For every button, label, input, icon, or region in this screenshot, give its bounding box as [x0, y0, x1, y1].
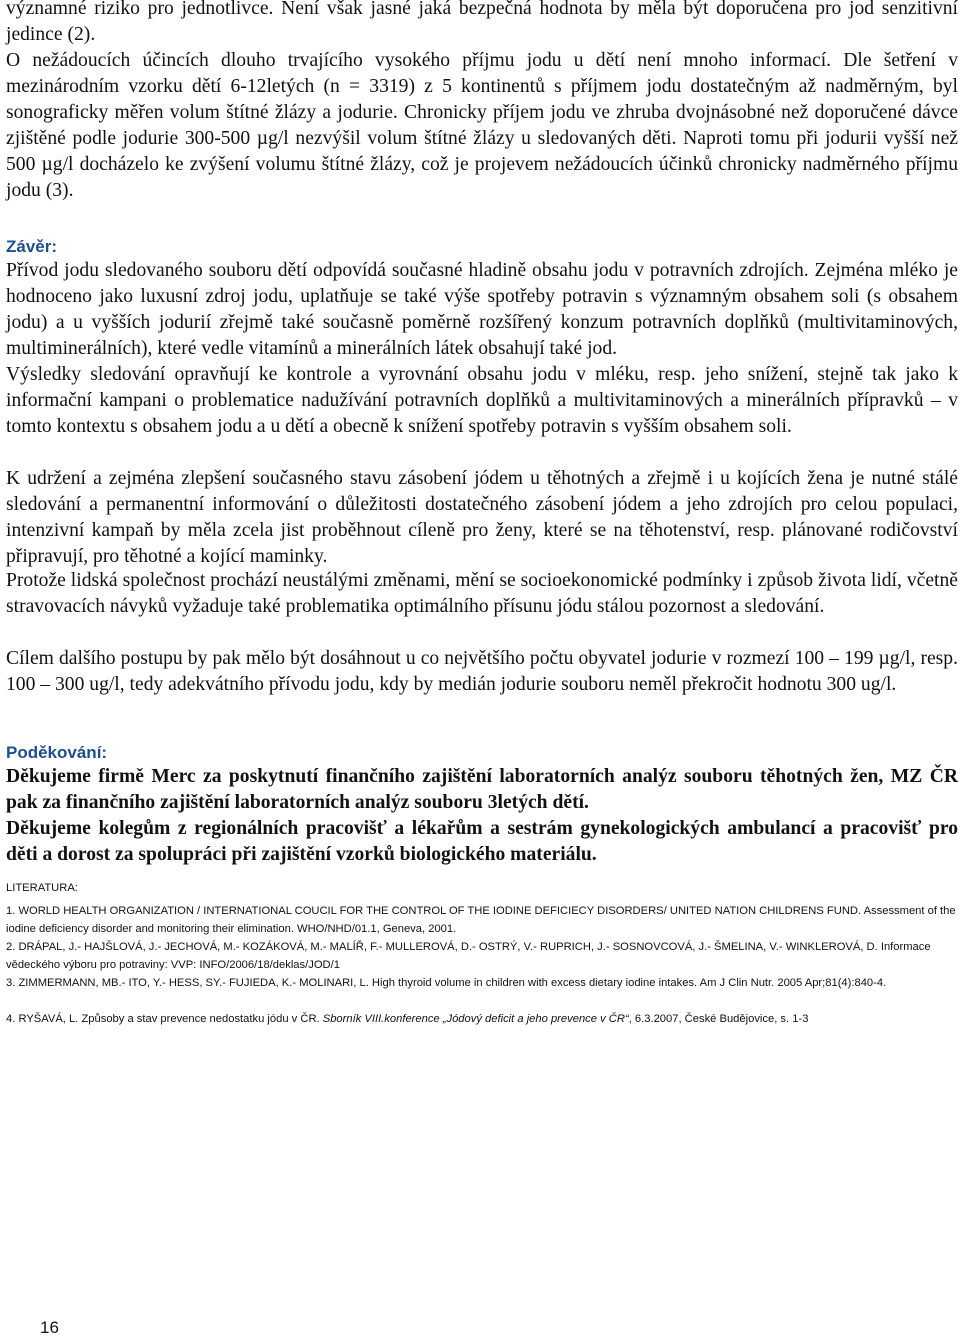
paragraph-conclusion-4: Protože lidská společnost prochází neustálými změnami, mění se socioekonomické podmínky i způsob života lidí, včetně stravovacích návyků vyžaduje také problematika optimálního přísunu jódu stálou pozornost a sledování.	[6, 570, 958, 617]
reference-4-authors: 4. RYŠAVÁ, L. Způsoby a stav prevence nedostatku jódu v ČR.	[6, 1013, 323, 1025]
reference-4	[6, 1010, 958, 1028]
page-number: 16	[40, 1318, 59, 1337]
conclusion-heading: Závěr:	[6, 237, 58, 256]
acknowledgement-funding: Děkujeme firmě Merc za poskytnutí finančního zajištění laboratorních analýz souboru těhotných žen, MZ ČR pak za finančního zajištění laboratorních analýz souboru 3letých dětí.	[6, 766, 958, 813]
paragraph-conclusion-5: Cílem dalšího postupu by pak mělo být dosáhnout u co největšího počtu obyvatel jodurie v rozmezí 100 – 199 µg/l, resp. 100 – 300 ug/l, tedy adekvátního přívodu jodu, kdy by medián jodurie souboru neměl překročit hodnotu 300 ug/l.	[6, 648, 958, 695]
paragraph-conclusion-2: Výsledky sledování opravňují ke kontrole a vyrovnání obsahu jodu v mléku, resp. jeho snížení, stejně tak jako k informační kampani o problematice nadužívání potravních doplňků a multivitaminových a minerálních přípravků – v tomto kontextu s obsahem jodu a u dětí a obecně k snížení spotřeby potravin s vyšším obsahem soli.	[6, 364, 958, 437]
acknowledgement-colleagues: Děkujeme kolegům z regionálních pracovišť a lékařům a sestrám gynekologických ambulancí a pracovišť pro děti a dorost za spolupráci při zajištění vzorků biologického materiálu.	[6, 818, 958, 865]
paragraph-intro: významné riziko pro jednotlivce. Není však jasné jaká bezpečná hodnota by měla být doporučena pro jod senzitivní jedince (2).	[6, 0, 958, 45]
reference-4-source: Sborník VIII.konference „Jódový deficit a jeho prevence v ČR“	[322, 1013, 629, 1025]
reference-1: 1. WORLD HEALTH ORGANIZATION / INTERNATIONAL COUCIL FOR THE CONTROL OF THE IODINE DEFICIECY DISORDERS/ UNITED NATION CHILDRENS FUND. Assessment of the iodine deficiency disorder and monitoring their elimination. WHO/NHD/01.1, Geneva, 2001.	[6, 905, 956, 935]
paragraph-adverse-effects: O nežádoucích účincích dlouho trvajícího vysokého příjmu jodu u dětí není mnoho informací. Dle šetření v mezinárodním vzorku dětí 6-12letých (n = 3319) z 5 kontinentů s příjmem jodu dostatečným až nadměrným, byl sonograficky měřen volum štítné žlázy a jodurie. Chronicky příjem jodu ve zhruba dvojnásobné než doporučené dávce zjištěné podle jodurie 300-500 µg/l nezvýšil volum štítné žlázy u sledovaných děti. Naproti tomu při jodurii vyšší než 500 µg/l docházelo ke zvýšení volumu štítné žlázy, což je projevem nežádoucích účinků chronicky nadměrného příjmu jodu (3).	[6, 50, 958, 201]
reference-3: 3. ZIMMERMANN, MB.- ITO, Y.- HESS, SY.- FUJIEDA, K.- MOLINARI, L. High thyroid volume in children with excess dietary iodine intakes. Am J Clin Nutr. 2005 Apr;81(4):840-4.	[6, 977, 887, 989]
paragraph-conclusion-3: K udržení a zejména zlepšení současného stavu zásobení jódem u těhotných a zřejmě i u kojících žena je nutné stálé sledování a permanentní informování o důležitosti dostatečného zásobení jódem a jeho zdrojích pro celou populaci, intenzivní kampaň by měla zcela jist proběhnout cíleně pro ženy, které se na těhotenství, resp. plánované rodičovství připravují, pro těhotné a kojící maminky.	[6, 468, 958, 567]
reference-2: 2. DRÁPAL, J.- HAJŠLOVÁ, J.- JECHOVÁ, M.- KOZÁKOVÁ, M.- MALÍŘ, F.- MULLEROVÁ, D.- OSTRÝ, V.- RUPRICH, J.- SOSNOVCOVÁ, J.- ŠMELINA, V.- WINKLEROVÁ, D. Informace vědeckého výboru pro potraviny: VVP: INFO/2006/18/deklas/JOD/1	[6, 941, 931, 971]
acknowledgements-heading: Poděkování:	[6, 743, 108, 762]
reference-4-details: , 6.3.2007, České Budějovice, s. 1-3	[628, 1013, 809, 1025]
literature-heading: LITERATURA:	[6, 882, 78, 894]
paragraph-conclusion-1: Přívod jodu sledovaného souboru dětí odpovídá současné hladině obsahu jodu v potravních zdrojích. Zejména mléko je hodnoceno jako luxusní zdroj jodu, uplatňuje se také výše spotřeby potravin s významným obsahem soli (s obsahem jodu) a u vyšších jodurií zřejmě také současně poměrně rozšířený konzum potravních doplňků (multivitaminových, multiminerálních), které vedle vitamínů a minerálních látek obsahují také jod.	[6, 260, 958, 359]
